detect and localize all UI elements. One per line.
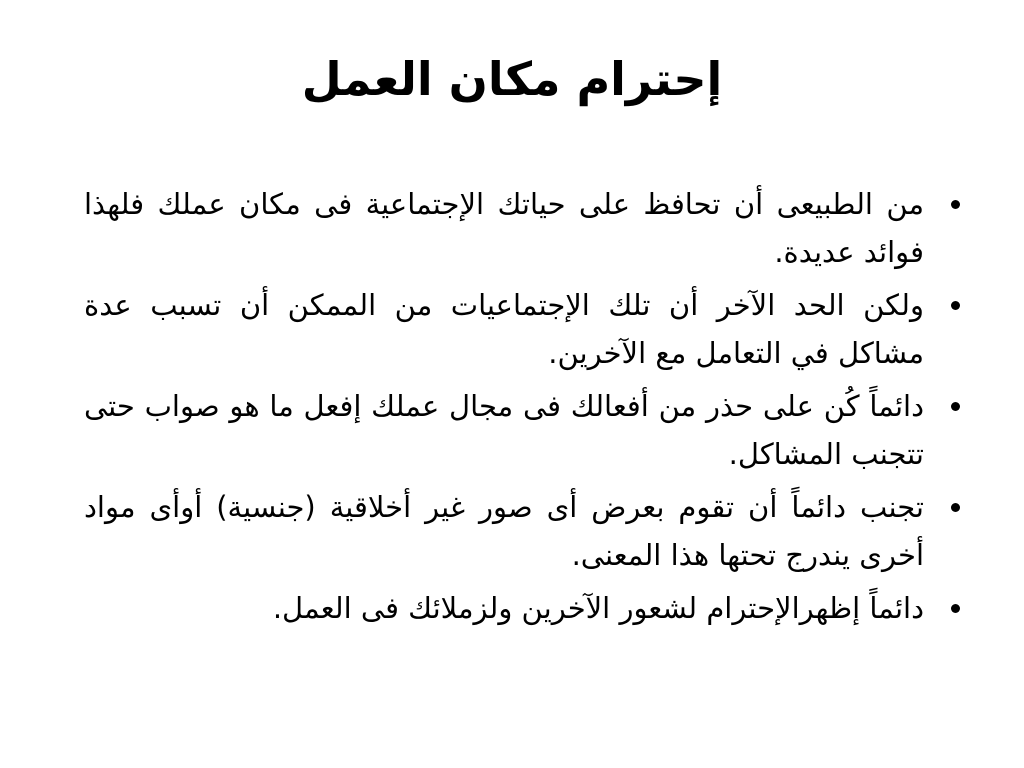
bullet-dot-icon bbox=[951, 402, 960, 411]
bullet-item-3 bbox=[84, 382, 964, 478]
bullet-text-5: دائماً إظهرالإحترام لشعور الآخرين ولزملائك فى العمل. bbox=[272, 591, 924, 625]
bullet-list bbox=[84, 180, 964, 637]
bullet-text-4: تجنب دائماً أن تقوم بعرض أى صور غير أخلاقية (جنسية) أوأى مواد أخرى يندرج تحتها هذا المعنى. bbox=[84, 490, 924, 572]
bullet-dot-icon bbox=[951, 200, 960, 209]
bullet-text-3: دائماً كُن على حذر من أفعالك فى مجال عملك إفعل ما هو صواب حتى تتجنب المشاكل. bbox=[84, 389, 924, 471]
bullet-text-1: من الطبيعى أن تحافظ على حياتك الإجتماعية فى مكان عملك فلهذا فوائد عديدة. bbox=[84, 187, 924, 269]
bullet-dot-icon bbox=[951, 301, 960, 310]
slide-title: إحترام مكان العمل bbox=[301, 52, 723, 106]
bullet-dot-icon bbox=[951, 503, 960, 512]
bullet-item-1 bbox=[84, 180, 964, 276]
bullet-item-5 bbox=[84, 584, 964, 632]
bullet-item-4 bbox=[84, 483, 964, 579]
bullet-dot-icon bbox=[951, 604, 960, 613]
bullet-text-2: ولكن الحد الآخر أن تلك الإجتماعيات من الممكن أن تسبب عدة مشاكل في التعامل مع الآخرين. bbox=[84, 288, 924, 370]
bullet-item-2 bbox=[84, 281, 964, 377]
